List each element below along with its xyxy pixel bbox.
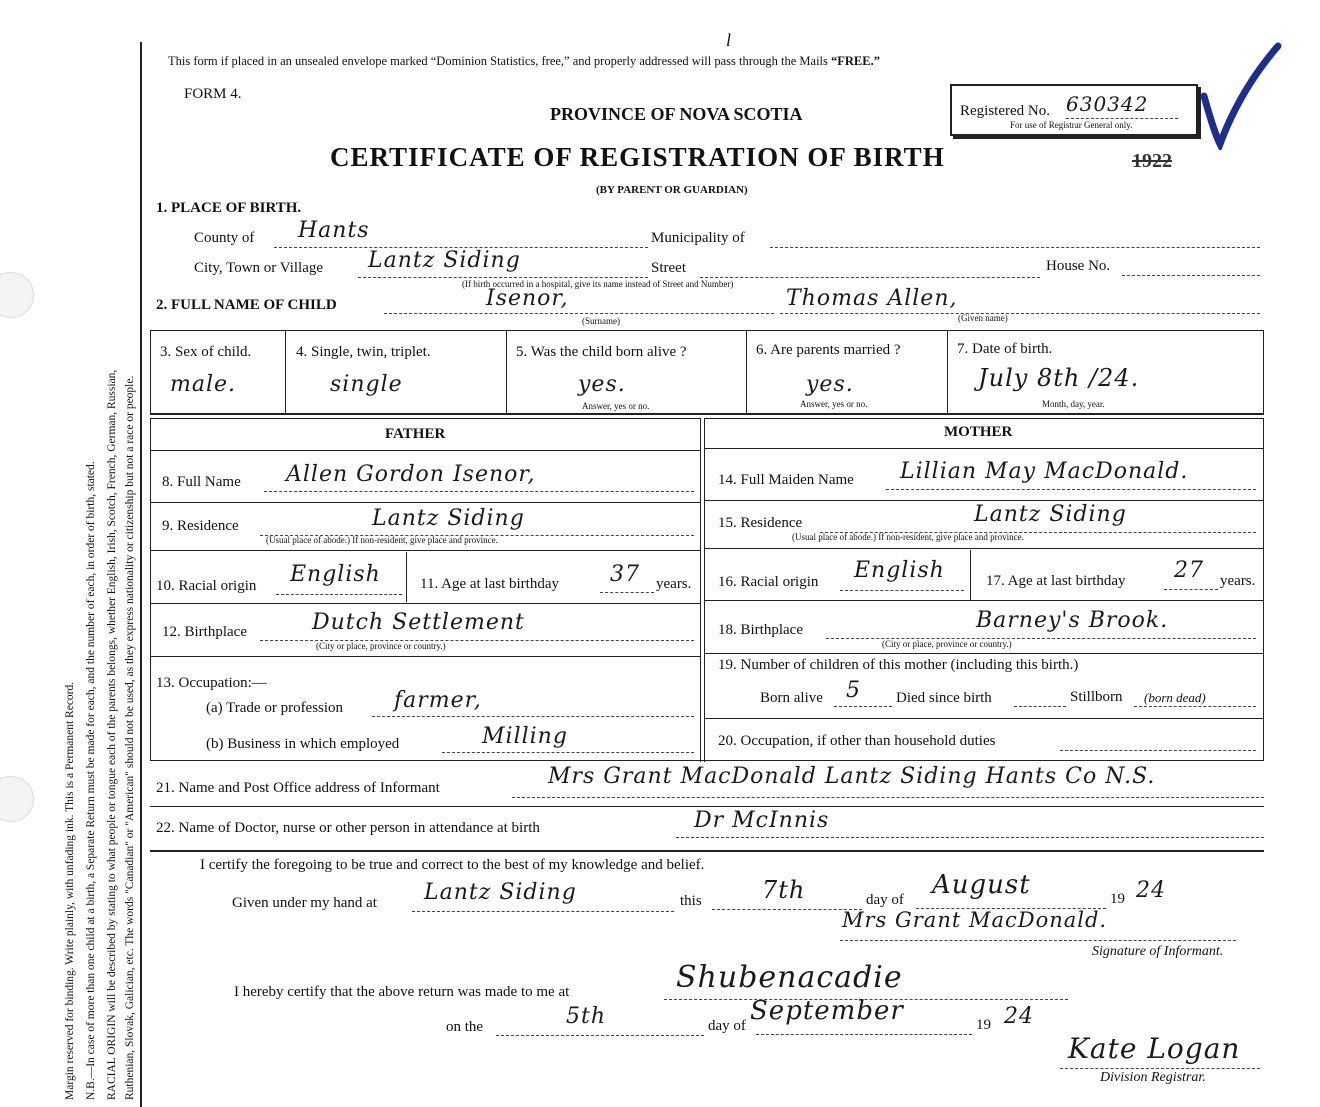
sex-value: male. [170, 372, 237, 397]
mother-heading-rule [705, 448, 1263, 449]
mother-occupation-line [1060, 750, 1256, 751]
registrar-day-line [496, 1035, 704, 1036]
margin-note-1: Margin reserved for binding. Write plainly, with unfading ink. This is a Permanent Record. [64, 681, 76, 1100]
married-value: yes. [806, 372, 854, 397]
father-trade-value: farmer, [394, 688, 482, 713]
given-caption: (Given name) [958, 313, 1008, 323]
mother-birthplace-label: 18. Birthplace [718, 622, 803, 638]
mother-birthplace-caption: (City or place, province or country.) [882, 639, 1012, 649]
registrar-certify-label: I hereby certify that the above return was made to me at [234, 984, 570, 1000]
city-label: City, Town or Village [194, 260, 324, 276]
multiple-label: 4. Single, twin, triplet. [296, 344, 431, 360]
place-heading: 1. PLACE OF BIRTH. [156, 200, 302, 216]
child-name-label: 2. FULL NAME OF CHILD [156, 297, 337, 313]
married-label: 6. Are parents married ? [756, 342, 901, 358]
mother-row-rule-4 [705, 653, 1263, 654]
registrar-signature-line [1060, 1068, 1260, 1069]
municipality-label: Municipality of [651, 230, 745, 246]
margin-note-4: Ruthenian, Slovak, Galician, etc. The words "Canadian" or "American" should not be used, as they express nationality or citizenship but not a race or people. [124, 375, 136, 1100]
binding-hole-bottom [0, 776, 34, 822]
born-alive-value: 5 [846, 678, 861, 703]
father-heading-rule [150, 450, 700, 451]
mother-age-value: 27 [1174, 558, 1204, 583]
father-racial-label: 10. Racial origin [156, 578, 257, 594]
father-abode-caption: (Usual place of abode.) If non-resident, give place and province. [266, 535, 498, 545]
mother-children-label: 19. Number of children of this mother (including this birth.) [718, 657, 1079, 673]
father-trade-label: (a) Trade or profession [206, 700, 344, 716]
province-heading: PROVINCE OF NOVA SCOTIA [550, 104, 803, 124]
registrar-year-value: 24 [1004, 1004, 1034, 1029]
house-label: House No. [1046, 258, 1111, 274]
city-line [358, 277, 648, 278]
father-birthplace-caption: (City or place, province or country.) [316, 641, 446, 651]
child-surname-line [384, 313, 774, 314]
informant-signature: Mrs Grant MacDonald. [842, 908, 1108, 932]
row3-div-3 [506, 330, 507, 414]
died-line [1014, 706, 1066, 707]
informant-signature-caption: Signature of Informant. [1092, 944, 1224, 959]
doctor-label: 22. Name of Doctor, nurse or other person in attendance at birth [156, 820, 540, 836]
stillborn-label: Stillborn [1070, 689, 1123, 705]
doctor-value: Dr McInnis [694, 808, 830, 833]
mother-birthplace-value: Barney's Brook. [976, 608, 1169, 633]
father-row-rule-3 [150, 603, 700, 604]
registrar-signature-caption: Division Registrar. [1100, 1070, 1206, 1085]
mother-name-value: Lillian May MacDonald. [900, 459, 1189, 484]
mother-age-line [1164, 589, 1218, 590]
top-mark: l [726, 30, 732, 50]
informant-value: Mrs Grant MacDonald Lantz Siding Hants Co N.S. [548, 764, 1156, 789]
given-year-value: 24 [1136, 878, 1166, 903]
mother-heading: MOTHER [944, 424, 1013, 440]
mother-name-label: 14. Full Maiden Name [718, 472, 854, 488]
father-racial-div [406, 552, 407, 602]
father-racial-value: English [290, 562, 381, 587]
alive-caption: Answer, yes or no. [582, 401, 650, 411]
informant-label: 21. Name and Post Office address of Informant [156, 780, 440, 796]
registrar-place-value: Shubenacadie [676, 960, 903, 995]
father-residence-label: 9. Residence [162, 518, 239, 534]
certificate-title: CERTIFICATE OF REGISTRATION OF BIRTH [330, 142, 945, 172]
row3-div-6 [1263, 330, 1264, 414]
mail-notice: This form if placed in an unsealed envelope marked “Dominion Statistics, free,” and properly addressed will pass through the Mails “FREE.” [168, 54, 880, 68]
parents-divider [700, 418, 705, 762]
father-name-label: 8. Full Name [162, 474, 241, 490]
father-business-label: (b) Business in which employed [206, 736, 400, 752]
row3-top [150, 330, 1264, 331]
street-label: Street [651, 260, 686, 276]
parents-top [150, 418, 1264, 419]
date-value: July 8th /24. [978, 364, 1140, 392]
binding-hole-top [0, 272, 34, 318]
parents-bottom [150, 760, 1264, 761]
registrar-year-prefix: 19 [976, 1017, 991, 1033]
registrar-day-value: 5th [566, 1004, 607, 1029]
informant-signature-line [840, 940, 1236, 941]
margin-note-3: RACIAL ORIGIN will be described by stating to what people or tongue each of the parents belongs, whether English, Irish, Scotch, French, German, Russian, [106, 369, 118, 1100]
row3-div-1 [150, 330, 151, 414]
registered-number: 630342 [1066, 92, 1149, 116]
street-line [700, 277, 1040, 278]
father-age-value: 37 [610, 562, 640, 587]
father-occupation-label: 13. Occupation:— [156, 675, 267, 691]
father-birthplace-value: Dutch Settlement [312, 610, 525, 635]
registered-line [1066, 118, 1178, 119]
checkmark-icon [1196, 40, 1286, 150]
mother-row-rule-3 [705, 600, 1263, 601]
married-caption: Answer, yes or no. [800, 399, 868, 409]
row3-div-5 [947, 330, 948, 414]
county-value: Hants [298, 218, 370, 243]
county-label: County of [194, 230, 255, 246]
alive-value: yes. [578, 372, 626, 397]
row3-bottom [150, 413, 1264, 415]
father-trade-line [372, 716, 694, 717]
father-business-line [442, 752, 694, 753]
mother-row-rule-2 [705, 548, 1263, 549]
given-year-prefix: 19 [1110, 891, 1125, 907]
mother-row-rule-1 [705, 500, 1263, 501]
multiple-value: single [330, 372, 403, 397]
given-month-value: August [932, 870, 1031, 900]
registrar-on-the-label: on the [446, 1019, 484, 1035]
certify-text: I certify the foregoing to be true and correct to the best of my knowledge and belief. [200, 857, 705, 873]
father-age-label: 11. Age at last birthday [420, 576, 559, 592]
mother-years: years. [1220, 573, 1256, 589]
died-label: Died since birth [896, 690, 992, 706]
house-line [1122, 275, 1260, 276]
sex-label: 3. Sex of child. [160, 344, 252, 360]
informant-rule [150, 806, 1264, 807]
municipality-line [770, 247, 1260, 248]
mother-residence-label: 15. Residence [718, 515, 803, 531]
surname-caption: (Surname) [582, 316, 620, 326]
father-racial-line [276, 594, 402, 595]
this-label: this [680, 893, 702, 909]
mother-residence-value: Lantz Siding [974, 502, 1127, 527]
city-value: Lantz Siding [368, 248, 521, 273]
father-birthplace-label: 12. Birthplace [162, 624, 247, 640]
registrar-month-line [756, 1034, 972, 1035]
father-residence-value: Lantz Siding [372, 506, 525, 531]
father-business-value: Milling [482, 724, 568, 749]
stillborn-line [1134, 706, 1256, 707]
father-row-rule-2 [150, 550, 700, 551]
born-alive-label: Born alive [760, 690, 823, 706]
given-place-line [412, 911, 674, 912]
doctor-line [676, 837, 1264, 838]
stamp-year: 1922 [1132, 150, 1172, 172]
mother-racial-value: English [854, 558, 945, 583]
given-place-value: Lantz Siding [424, 880, 577, 905]
parents-left [150, 418, 151, 760]
mother-age-label: 17. Age at last birthday [986, 573, 1126, 589]
father-years: years. [656, 576, 692, 592]
mother-name-line [886, 489, 1256, 490]
registrar-signature: Kate Logan [1068, 1032, 1241, 1065]
registrar-day-of-label: day of [708, 1018, 746, 1034]
mother-occupation-label: 20. Occupation, if other than household duties [718, 733, 996, 749]
date-caption: Month, day, year. [1042, 399, 1105, 409]
date-label: 7. Date of birth. [957, 341, 1053, 357]
row3-div-4 [746, 330, 747, 414]
given-day-line [712, 909, 862, 910]
given-day-of-label: day of [866, 892, 904, 908]
mother-racial-div [970, 550, 971, 600]
stillborn-caption: (born dead) [1144, 690, 1206, 705]
mother-racial-line [840, 590, 964, 591]
hospital-note: (If birth occurred in a hospital, give its name instead of Street and Number) [462, 279, 734, 289]
row3-div-2 [285, 330, 286, 414]
certificate-subtitle: (BY PARENT OR GUARDIAN) [596, 184, 748, 196]
given-under-label: Given under my hand at [232, 895, 377, 911]
mother-row-rule-5 [705, 718, 1263, 719]
father-heading: FATHER [385, 426, 446, 442]
child-given-line [780, 313, 1260, 314]
registrar-use-note: For use of Registrar General only. [1010, 120, 1133, 130]
registrar-month-value: September [750, 996, 904, 1026]
left-border [140, 42, 142, 1107]
registered-label: Registered No. [960, 103, 1050, 119]
father-name-value: Allen Gordon Isenor, [286, 462, 536, 487]
form-number: FORM 4. [184, 86, 242, 102]
father-row-rule-4 [150, 656, 700, 657]
mother-abode-caption: (Usual place of abode.) If non-resident, give place and province. [792, 532, 1024, 542]
father-name-line [264, 491, 694, 492]
alive-label: 5. Was the child born alive ? [516, 344, 687, 360]
margin-note-2: N.B.—In case of more than one child at a birth, a Separate Return must be made for each, and the number of each, in order of birth, stated. [85, 461, 97, 1100]
father-age-line [600, 592, 654, 593]
child-surname-value: Isenor, [486, 286, 569, 311]
father-row-rule-1 [150, 502, 700, 503]
doctor-rule [150, 850, 1264, 852]
child-given-value: Thomas Allen, [786, 286, 958, 311]
mother-racial-label: 16. Racial origin [718, 574, 819, 590]
given-day-value: 7th [762, 876, 806, 904]
born-alive-line [834, 706, 892, 707]
informant-line [512, 797, 1264, 798]
parents-right [1263, 418, 1264, 760]
